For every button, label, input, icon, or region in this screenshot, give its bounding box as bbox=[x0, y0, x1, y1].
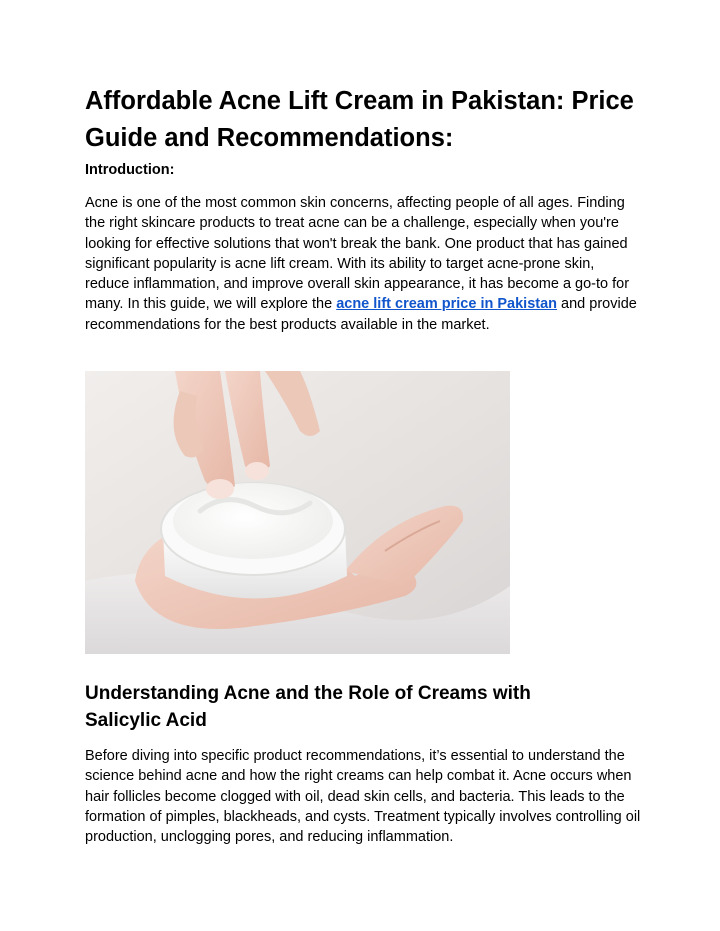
intro-text-before-link: Acne is one of the most common skin concerns, affecting people of all ages. Finding the right skincare products to treat acne can be a challenge, especially when you're looking for effective solutions that won't break the bank. One product that has gained significant popularity is acne lift cream. With its ability to target acne-prone skin, reduce inflammation, and improve overall skin appearance, it has become a go-to for many. In this guide, we will explore the bbox=[85, 195, 630, 313]
page-title: Affordable Acne Lift Cream in Pakistan: Price Guide and Recommendations: bbox=[85, 87, 634, 152]
introduction-heading: Introduction: bbox=[85, 162, 175, 178]
intro-paragraph bbox=[85, 193, 641, 335]
section-paragraph: Before diving into specific product recommendations, it’s essential to understand the science behind acne and how the right creams can help combat it. Acne occurs when hair follicles become clogged with oil, dead skin cells, and bacteria. This leads to the formation of pimples, blackheads, and cysts. Treatment typically involves controlling oil production, unclogging pores, and reducing inflammation. bbox=[85, 748, 641, 846]
cream-jar-photo bbox=[85, 371, 510, 654]
acne-lift-cream-price-link[interactable]: acne lift cream price in Pakistan bbox=[336, 296, 558, 313]
intro-text-after-link: and provide recommendations for the best products available in the market. bbox=[85, 296, 637, 333]
section-heading: Understanding Acne and the Role of Creams with Salicylic Acid bbox=[85, 683, 531, 731]
